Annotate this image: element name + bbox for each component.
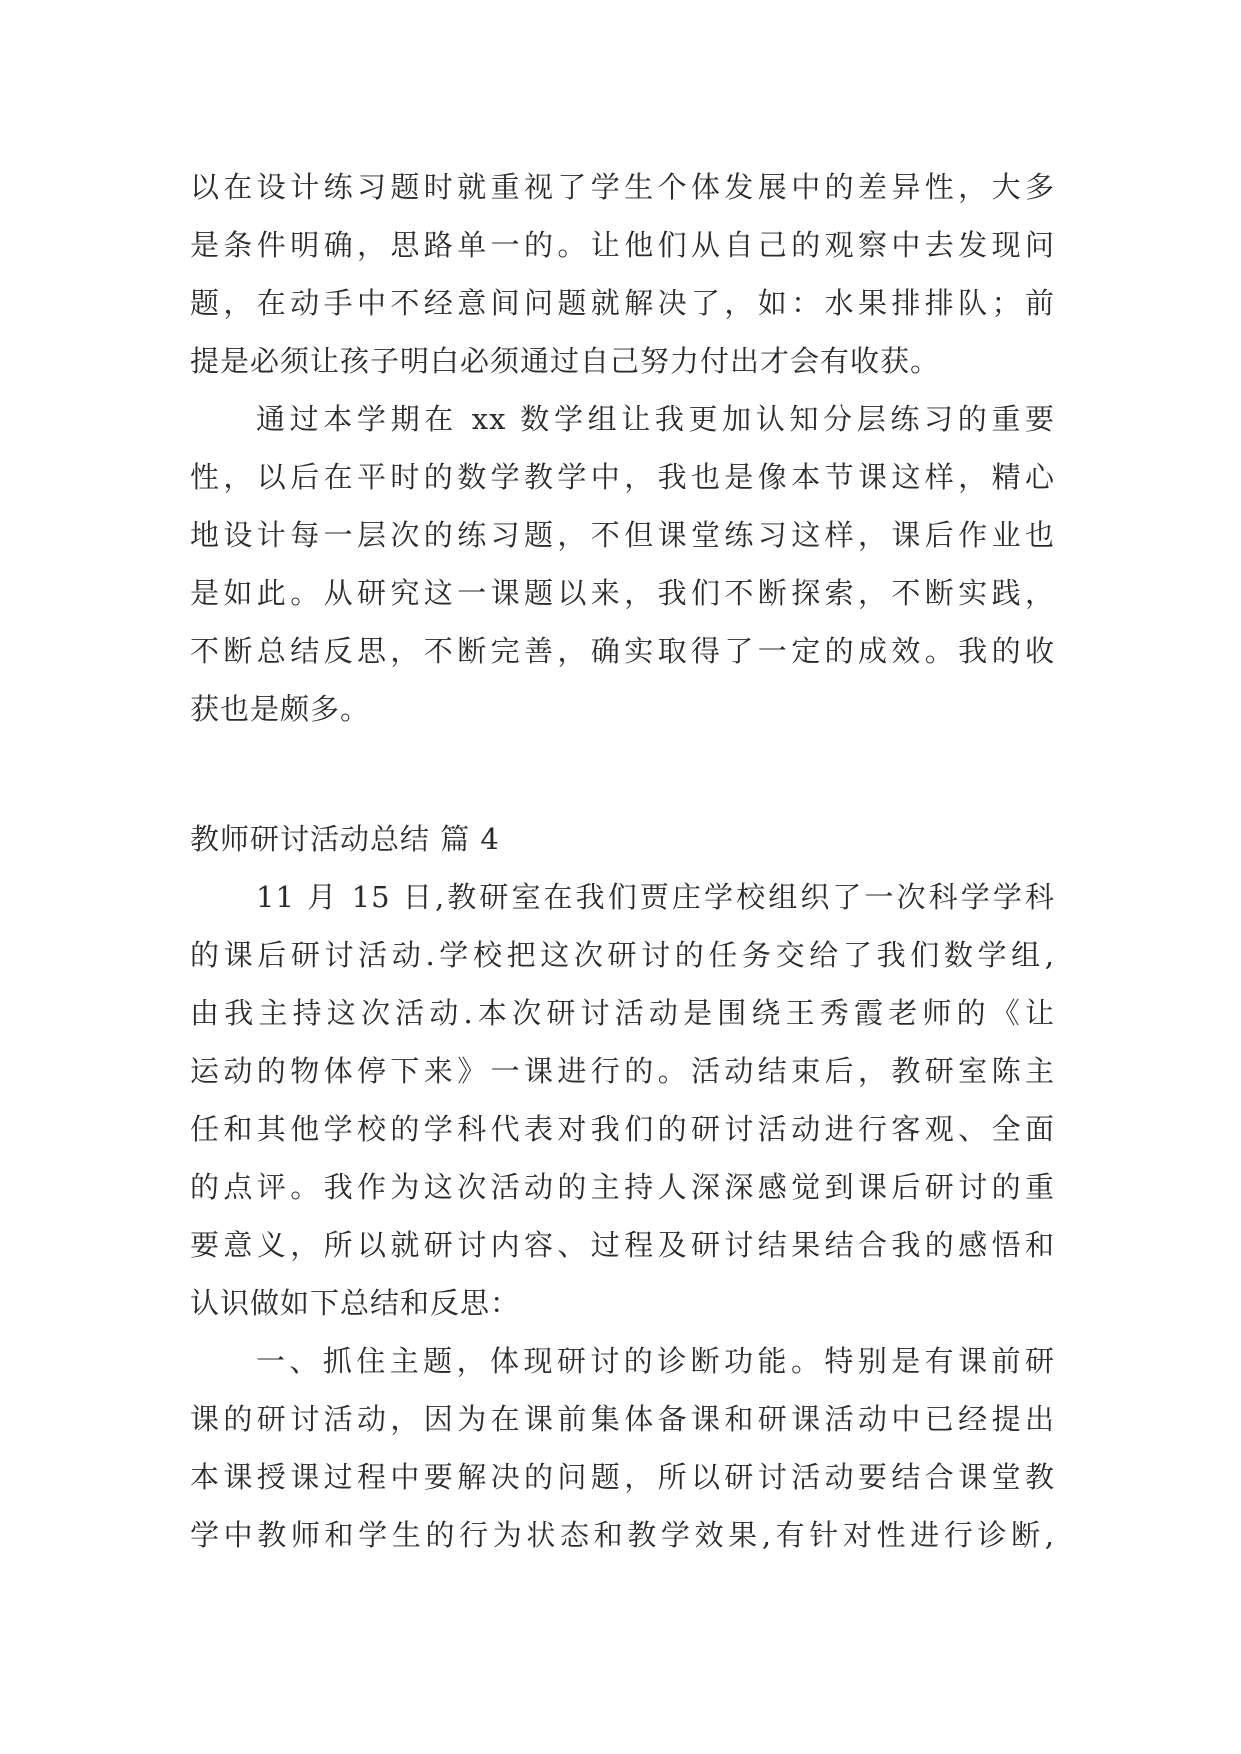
- text-line: 是条件明确，思路单一的。让他们从自己的观察中去发现问: [190, 228, 1055, 262]
- paragraph: [190, 158, 1055, 390]
- text-line: 性，以后在平时的数学教学中，我也是像本节课这样，精心: [190, 460, 1055, 494]
- text-line: 以在设计练习题时就重视了学生个体发展中的差异性，大多: [190, 170, 1055, 204]
- text-line: 任和其他学校的学科代表对我们的研讨活动进行客观、全面: [190, 1112, 1055, 1146]
- text-line: 认识做如下总结和反思：: [190, 1286, 521, 1320]
- text-line: 由我主持这次活动.本次研讨活动是围绕王秀霞老师的《让: [190, 996, 1055, 1030]
- paragraph: [190, 1332, 1055, 1564]
- text-line: 提是必须让孩子明白必须通过自己努力付出才会有收获。: [190, 344, 941, 378]
- text-line: 是如此。从研究这一课题以来，我们不断探索，不断实践，: [190, 576, 1055, 610]
- section-heading: 教师研讨活动总结 篇 4: [190, 822, 500, 856]
- text-section-upper: [190, 158, 1055, 738]
- text-line: 要意义，所以就研讨内容、过程及研讨结果结合我的感悟和: [190, 1228, 1055, 1262]
- paragraph: [190, 390, 1055, 738]
- text-line: 学中教师和学生的行为状态和教学效果,有针对性进行诊断,: [190, 1518, 1055, 1552]
- text-line: 获也是颇多。: [190, 692, 371, 726]
- text-line: 题，在动手中不经意间问题就解决了，如：水果排排队；前: [190, 286, 1055, 320]
- text-line: 不断总结反思，不断完善，确实取得了一定的成效。我的收: [190, 634, 1055, 668]
- text-line: 运动的物体停下来》一课进行的。活动结束后，教研室陈主: [190, 1054, 1055, 1088]
- text-line: 11 月 15 日,教研室在我们贾庄学校组织了一次科学学科: [256, 880, 1055, 914]
- text-section-lower: [190, 810, 1055, 1564]
- text-line: 的点评。我作为这次活动的主持人深深感觉到课后研讨的重: [190, 1170, 1055, 1204]
- text-line: 地设计每一层次的练习题，不但课堂练习这样，课后作业也: [190, 518, 1055, 552]
- text-line: 课的研讨活动，因为在课前集体备课和研课活动中已经提出: [190, 1402, 1055, 1436]
- text-line: 通过本学期在 xx 数学组让我更加认知分层练习的重要: [256, 402, 1055, 436]
- text-line: 一、抓住主题，体现研讨的诊断功能。特别是有课前研: [256, 1344, 1055, 1378]
- text-line: 本课授课过程中要解决的问题，所以研讨活动要结合课堂教: [190, 1460, 1055, 1494]
- text-line: 的课后研讨活动.学校把这次研讨的任务交给了我们数学组,: [190, 938, 1055, 972]
- paragraph: [190, 868, 1055, 1332]
